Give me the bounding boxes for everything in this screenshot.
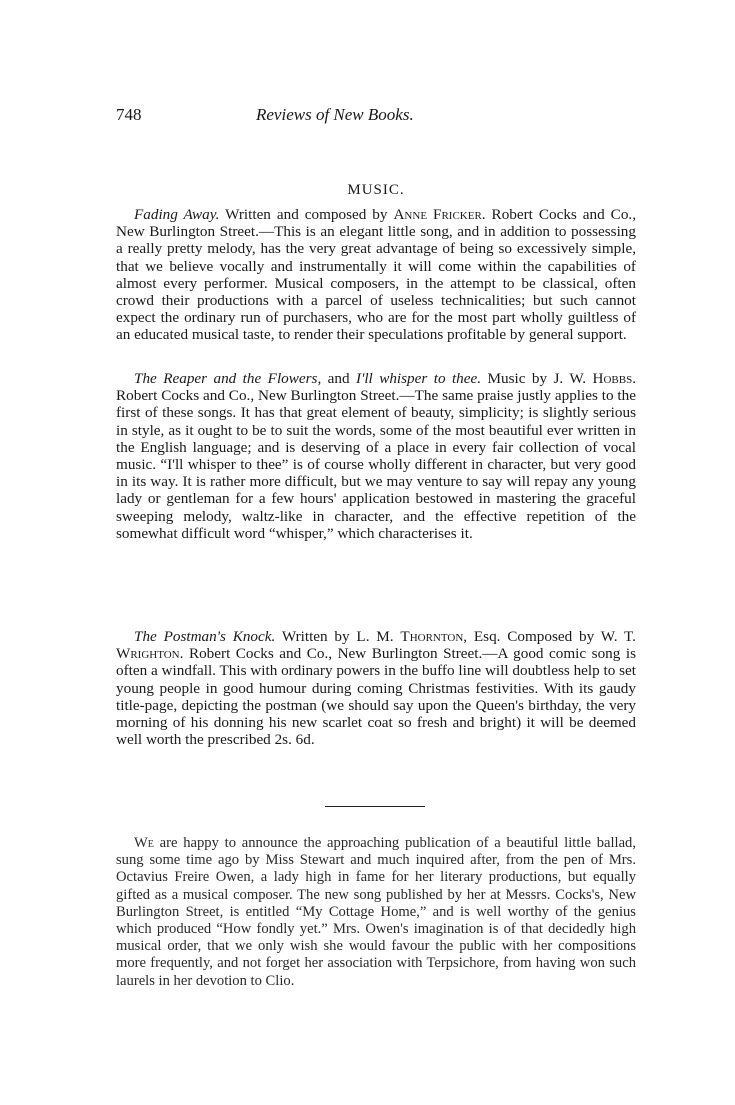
review-title: The Postman's Knock. — [134, 628, 276, 645]
review-paragraph — [116, 370, 636, 542]
notice-paragraph — [116, 835, 636, 990]
review-text: Robert Cocks and Co., New Burlington Street.—The same praise justly applies to the first of these songs. It has that great element of beauty, simplicity; is slightly serious in style, as it ought to be to suit the words, some of the most beautiful ever written in the English language; and is deserving of a place in every fair collection of vocal music. “I'll whisper to thee” is of course wholly different in character, but very good in its way. It is rather more difficult, but we may venture to say will repay any young lady or gentleman for a few hours' application bestowed in mastering the graceful sweeping melody, waltz-like in character, and the effective repetition of the somewhat difficult word “whisper,” which characterises it. — [116, 387, 636, 542]
review-author: Thornton, — [400, 628, 468, 645]
review-author: Hobbs. — [592, 370, 636, 387]
review-title: The Reaper and the Flowers, — [134, 370, 322, 387]
review-reaper-and-flowers — [116, 370, 636, 542]
section-title: MUSIC. — [347, 182, 405, 198]
page-header — [116, 105, 636, 129]
review-text: Robert Cocks and Co., New Burlington Street.—This is an elegant little song, and in addition to possessing a really pretty melody, has the very great advantage of being so excessively simple, that we believe vocally and instrumentally it will come within the capabilities of almost every performer. Musical composers, in the attempt to be classical, often crowd their productions with a parcel of useless technicalities; but such cannot expect the ordinary run of purchasers, who are for the most part wholly guiltless of an educated musical taste, to render their speculations profitable by general support. — [116, 206, 637, 344]
review-intro: Music by J. W. — [481, 370, 593, 387]
review-fading-away — [116, 206, 636, 344]
review-title: Fading Away. — [134, 206, 220, 223]
review-mid: Esq. Composed by W. T. — [467, 628, 636, 645]
review-paragraph — [116, 206, 636, 344]
review-author: Anne Fricker. — [393, 206, 486, 223]
review-composer: Wrighton. — [116, 645, 184, 663]
review-conjunction: and — [321, 370, 357, 387]
page-number: 748 — [116, 105, 142, 124]
running-head: Reviews of New Books. — [256, 105, 414, 124]
notice-text: are happy to announce the approaching publication of a beautiful little ballad, sung some time ago by Miss Stewart and much inquired after, from the pen of Mrs. Octavius Freire Owen, a lady high in fame for her literary productions, but equally gifted as a musical composer. The new song published by her at Messrs. Cocks's, New Burlington Street, is entitled “My Cottage Home,” and is well worthy of the genius which produced “How fondly yet.” Mrs. Owen's imagination is of that decidedly high musical order, that we only wish she would favour the public with her compositions more frequently, and not forget her association with Terpsichore, from having won such laurels in her devotion to Clio. — [116, 835, 636, 989]
review-intro: Written by L. M. — [275, 628, 401, 645]
review-text: Robert Cocks and Co., New Burlington Street.—A good comic song is often a windfall. This with ordinary powers in the buffo line will doubtless help to set young people in good humour during coming Christmas festivities. With its gaudy title-page, depicting the postman (we should say upon the Queen's birthday, the very morning of his donning his new scarlet coat so fresh and bright) it will be deemed well worth the prescribed 2s. 6d. — [116, 645, 636, 749]
review-paragraph — [116, 628, 636, 748]
review-postmans-knock — [116, 628, 636, 748]
notice-cottage-home — [116, 835, 636, 990]
notice-lead: We — [134, 835, 154, 851]
review-title-secondary: I'll whisper to thee. — [356, 370, 482, 387]
section-divider — [325, 806, 425, 807]
review-intro: Written and composed by — [219, 206, 394, 223]
